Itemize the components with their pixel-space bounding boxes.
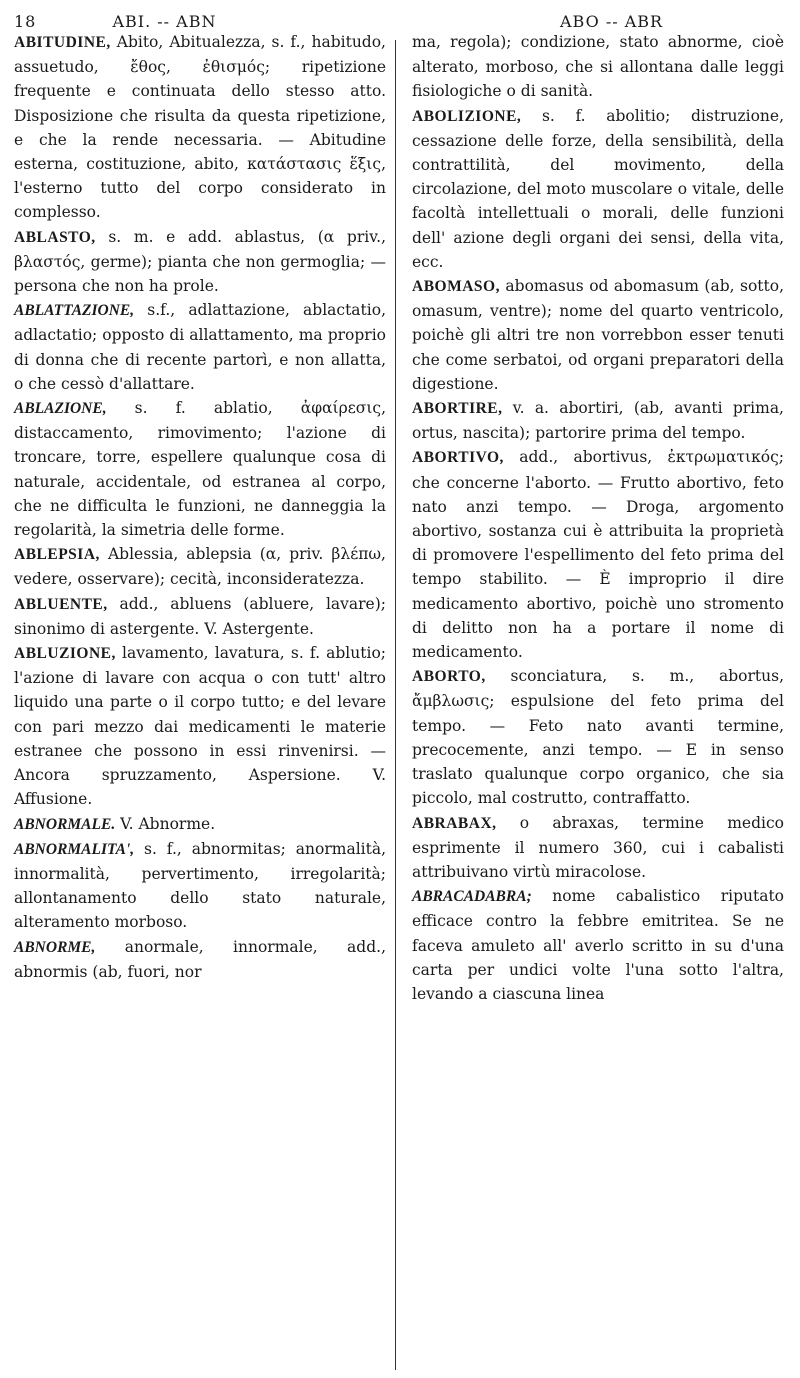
entry-body: V. Abnorme. — [115, 814, 216, 833]
entry — [412, 664, 784, 810]
entry-body: lavamento, lavatura, s. f. ablutio; l'azione di lavare con acqua o con tutt' altro liquido una parte o il corpo tutto; e del levare con pari mezzo dai medicamenti le materie estranee che possono in essi rinvenirsi. — Ancora spruzzamento, Aspersione. V. Affusione. — [14, 644, 386, 809]
entry-body: add., abluens (abluere, lavare); sinonimo di astergente. V. Astergente. — [14, 594, 386, 638]
entry — [412, 396, 784, 445]
entry — [14, 298, 386, 396]
headword: ABLUENTE, — [14, 595, 108, 613]
entry-body: s. f., abnormitas; anormalità, innormalità, pervertimento, irregolarità; allontanamento dello stato naturale, alteramento morboso. — [14, 839, 386, 932]
entry-body: s.f., adlattazione, ablactatio, adlactatio; opposto di allattamento, ma proprio di donna che di recente partorì, e non allatta, o che cessò d'allattare. — [14, 301, 386, 393]
entry — [14, 225, 386, 299]
headword: ABORTIVO, — [412, 449, 504, 467]
entry-body: ma, regola); condizione, stato abnorme, cioè alterato, morboso, che si allontana dalle leggi fisiologiche o di sanità. — [412, 33, 784, 101]
headword: ABLEPSIA, — [14, 546, 100, 564]
headword: ABOLIZIONE, — [412, 107, 522, 125]
entry-body: nome cabalistico riputato efficace contro la febbre emitritea. Se ne faceva amuleto all' averlo scritto in su d'una carta per undici volte l'una sotto l'altra, levando a ciascuna linea — [412, 887, 784, 1003]
right-running-head: ABO -- ABR — [560, 12, 664, 31]
entry — [412, 811, 784, 885]
left-running-head — [14, 12, 216, 32]
headword: ABNORME, — [14, 938, 96, 956]
headword: ABITUDINE, — [14, 34, 111, 51]
entry-body: add., abortivus, ἐκτρωματικός; che concerne l'aborto. — Frutto abortivo, feto nato anzi tempo. — Droga, argomento abortivo, sostanza cui è attribuita la proprietà di promovere l'espellimento del feto prima del tempo stabilito. — È improprio il dire medicamento abortivo, poichè uno stromento di delitto non ha a portare il nome di medicamento. — [412, 448, 784, 662]
headword: ABRACADABRA; — [412, 888, 532, 906]
headword: ABLASTO, — [14, 228, 96, 246]
entry-body: s. f. abolitio; distruzione, cessazione delle forze, della sensibilità, della contrattilità, del movimento, della circolazione, del moto muscolare o vitale, delle facoltà intellettuali o morali, delle funzioni dell' azione degli organi dei sensi, della vita, ecc. — [412, 106, 784, 271]
entry — [14, 592, 386, 641]
entry-body: Ablessia, ablepsia (α, priv. βλέπω, vedere, osservare); cecità, inconsideratezza. — [14, 545, 386, 589]
entry — [14, 935, 386, 984]
entry-continuation — [412, 30, 784, 104]
entry — [14, 641, 386, 811]
entry-body: v. a. abortiri, (ab, avanti prima, ortus, nascita); partorire prima del tempo. — [412, 399, 784, 443]
headword: ABLATTAZIONE, — [14, 302, 135, 320]
entry — [14, 30, 386, 225]
headword: ABLAZIONE, — [14, 400, 107, 418]
entry — [412, 445, 784, 664]
right-column — [412, 30, 784, 1006]
entry — [14, 837, 386, 935]
entry — [412, 104, 784, 274]
headword: ABLUZIONE, — [14, 645, 116, 663]
entry — [412, 274, 784, 396]
entry-body: s. f. ablatio, ἀφαίρεσις, distaccamento, rimovimento; l'azione di troncare, torre, espellere qualunque cosa di naturale, accidentale, od estranea al corpo, che ne difficulta le funzioni, ne danneggia la regolarità, la simetria delle forme. — [14, 399, 386, 540]
headword: ABNORMALE. — [14, 815, 116, 833]
left-head-text: ABI. -- ABN — [112, 12, 217, 31]
headword: ABNORMALITA', — [14, 840, 135, 858]
entry-body: abomasus od abomasum (ab, sotto, omasum, ventre); nome del quarto ventricolo, poichè gli altri tre non vorrebbon esser tenuti che come serbatoi, od organi preparatori della digestione. — [412, 277, 784, 393]
entry-body: anormale, innormale, add., abnormis (ab, fuori, nor — [14, 937, 386, 981]
headword: ABORTIRE, — [412, 400, 503, 418]
column-divider — [395, 40, 396, 1370]
entry — [412, 884, 784, 1006]
entry-body: o abraxas, termine medico esprimente il numero 360, cui i cabalisti attribuivano virtù miracolose. — [412, 813, 784, 881]
page-number: 18 — [14, 12, 37, 31]
entry-body: sconciatura, s. m., abortus, ἄμβλωσις; espulsione del feto prima del tempo. — Feto nato avanti termine, precocemente, anzi tempo. — E in senso traslato qualunque corpo organico, che sia piccolo, mal costrutto, contraffatto. — [412, 667, 784, 808]
left-column — [14, 30, 386, 984]
entry-body: s. m. e add. ablastus, (α priv., βλαστός, germe); pianta che non germoglia; — persona che non ha prole. — [14, 227, 386, 296]
headword: ABOMASO, — [412, 278, 500, 296]
headword: ABRABAX, — [412, 814, 497, 832]
entry — [14, 396, 386, 542]
headword: ABORTO, — [412, 668, 486, 686]
entry — [14, 542, 386, 591]
entry-body: Abito, Abitualezza, s. f., habitudo, assuetudo, ἔθος, ἐθισμός; ripetizione frequente e continuata dello stesso atto. Disposizione che risulta da questa ripetizione, e che la rende necessaria. — Abitudine esterna, costituzione, abito, κατάστασις ἕξις, l'esterno tutto del corpo considerato in complesso. — [14, 33, 386, 222]
entry — [14, 812, 386, 837]
